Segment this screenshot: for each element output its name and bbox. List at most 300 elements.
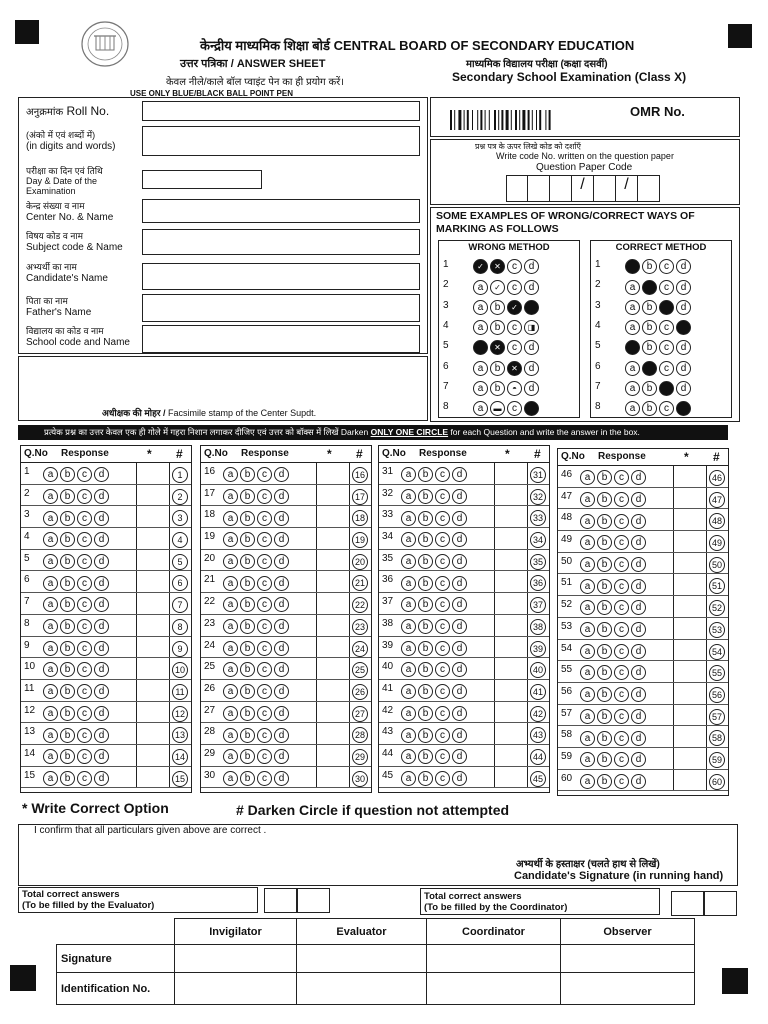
option-bubble[interactable]: d [274,771,289,786]
option-bubble[interactable]: c [614,709,629,724]
option-bubble[interactable]: a [625,401,640,416]
option-bubble[interactable]: d [274,532,289,547]
option-bubble[interactable]: c [435,641,450,656]
option-bubble[interactable]: a [43,532,58,547]
answer-box[interactable] [673,509,707,530]
option-bubble[interactable]: a [473,361,488,376]
option-bubble[interactable]: a [43,576,58,591]
answer-box[interactable] [316,723,350,744]
answer-box[interactable] [673,531,707,552]
option-bubble[interactable]: a [223,684,238,699]
option-bubble[interactable]: d [631,535,646,550]
option-bubble[interactable]: d [452,641,467,656]
option-bubble[interactable]: c [507,320,522,335]
answer-box[interactable] [494,593,528,614]
option-bubble[interactable]: a [401,511,416,526]
not-attempted-bubble[interactable]: 37 [530,597,546,613]
not-attempted-bubble[interactable]: 50 [709,557,725,573]
option-bubble[interactable]: c [614,557,629,572]
option-bubble[interactable]: d [631,709,646,724]
option-bubble[interactable]: c [77,771,92,786]
answer-box[interactable] [316,658,350,679]
option-bubble[interactable]: a [473,320,488,335]
option-bubble[interactable]: c [77,576,92,591]
option-bubble[interactable]: a [43,641,58,656]
answer-box[interactable] [136,637,170,658]
father-name-input[interactable] [142,294,420,322]
option-bubble[interactable]: b [418,662,433,677]
answer-box[interactable] [494,745,528,766]
option-bubble[interactable]: a [580,514,595,529]
not-attempted-bubble[interactable]: 23 [352,619,368,635]
not-attempted-bubble[interactable]: 25 [352,662,368,678]
not-attempted-bubble[interactable]: 36 [530,575,546,591]
option-bubble[interactable]: d [631,492,646,507]
answer-box[interactable] [673,618,707,639]
not-attempted-bubble[interactable]: 45 [530,771,546,787]
signoff-cell[interactable] [561,945,695,973]
signoff-cell[interactable] [427,973,561,1005]
option-bubble[interactable]: c [257,641,272,656]
not-attempted-bubble[interactable]: 46 [709,470,725,486]
option-bubble[interactable]: b [60,684,75,699]
option-bubble[interactable]: d [631,731,646,746]
option-bubble[interactable]: b [642,401,657,416]
option-bubble[interactable]: d [94,489,109,504]
option-bubble[interactable]: a [401,662,416,677]
option-bubble[interactable]: d [274,641,289,656]
answer-box[interactable] [136,506,170,527]
option-bubble[interactable]: c [77,706,92,721]
option-bubble[interactable]: a [625,320,640,335]
option-bubble[interactable]: a [223,749,238,764]
paper-code-cell[interactable] [550,175,572,202]
option-bubble[interactable]: a [580,665,595,680]
option-bubble[interactable]: b [240,771,255,786]
option-bubble[interactable]: b [597,731,612,746]
option-bubble[interactable]: b [240,489,255,504]
school-input[interactable] [142,325,420,353]
not-attempted-bubble[interactable]: 10 [172,662,188,678]
paper-code-cell[interactable] [528,175,550,202]
option-bubble[interactable]: a [43,511,58,526]
option-bubble[interactable] [676,320,691,335]
option-bubble[interactable]: d [274,706,289,721]
option-bubble[interactable]: b [240,467,255,482]
option-bubble[interactable]: a [580,774,595,789]
option-bubble[interactable]: b [240,706,255,721]
option-bubble[interactable]: d [676,361,691,376]
option-bubble[interactable] [524,401,539,416]
option-bubble[interactable]: a [43,771,58,786]
option-bubble[interactable]: d [452,554,467,569]
paper-code-cell[interactable] [572,175,594,202]
option-bubble[interactable]: a [43,597,58,612]
option-bubble[interactable]: d [452,597,467,612]
option-bubble[interactable]: c [77,728,92,743]
option-bubble[interactable]: b [240,511,255,526]
option-bubble[interactable]: b [490,381,505,396]
option-bubble[interactable]: a [223,771,238,786]
not-attempted-bubble[interactable]: 28 [352,727,368,743]
subject-input[interactable] [142,229,420,255]
answer-box[interactable] [136,702,170,723]
not-attempted-bubble[interactable]: 57 [709,709,725,725]
option-bubble[interactable]: c [435,576,450,591]
not-attempted-bubble[interactable]: 1 [172,467,188,483]
not-attempted-bubble[interactable]: 52 [709,600,725,616]
option-bubble[interactable]: b [490,320,505,335]
not-attempted-bubble[interactable]: 17 [352,489,368,505]
option-bubble[interactable]: c [507,340,522,355]
option-bubble[interactable]: c [77,554,92,569]
option-bubble[interactable]: b [418,467,433,482]
option-bubble[interactable]: b [60,532,75,547]
not-attempted-bubble[interactable]: 20 [352,554,368,570]
option-bubble[interactable]: a [473,401,488,416]
option-bubble[interactable]: a [223,511,238,526]
not-attempted-bubble[interactable]: 43 [530,727,546,743]
option-bubble[interactable]: a [580,470,595,485]
option-bubble[interactable]: c [77,749,92,764]
option-bubble[interactable]: b [60,576,75,591]
option-bubble[interactable]: d [94,576,109,591]
option-bubble[interactable]: d [94,554,109,569]
option-bubble[interactable]: b [597,470,612,485]
option-bubble[interactable]: c [257,554,272,569]
answer-box[interactable] [136,463,170,484]
option-bubble[interactable]: d [94,641,109,656]
not-attempted-bubble[interactable]: 49 [709,535,725,551]
option-bubble[interactable]: c [435,662,450,677]
option-bubble[interactable]: c [77,597,92,612]
answer-box[interactable] [673,748,707,769]
not-attempted-bubble[interactable]: 21 [352,575,368,591]
not-attempted-bubble[interactable]: 31 [530,467,546,483]
option-bubble[interactable]: d [452,728,467,743]
option-bubble[interactable]: a [43,749,58,764]
option-bubble[interactable]: a [401,467,416,482]
answer-box[interactable] [673,726,707,747]
option-bubble[interactable]: d [274,489,289,504]
option-bubble[interactable]: a [401,554,416,569]
not-attempted-bubble[interactable]: 60 [709,774,725,790]
option-bubble[interactable]: b [418,576,433,591]
paper-code-cell[interactable] [594,175,616,202]
option-bubble[interactable]: a [223,706,238,721]
option-bubble[interactable]: d [676,381,691,396]
evaluator-total-cell[interactable] [297,888,330,913]
option-bubble[interactable]: a [580,492,595,507]
exam-date-input[interactable] [142,170,262,189]
option-bubble[interactable]: b [597,557,612,572]
option-bubble[interactable]: c [435,554,450,569]
not-attempted-bubble[interactable]: 42 [530,706,546,722]
option-bubble[interactable]: b [642,300,657,315]
option-bubble[interactable]: a [401,728,416,743]
not-attempted-bubble[interactable]: 39 [530,641,546,657]
not-attempted-bubble[interactable]: 41 [530,684,546,700]
option-bubble[interactable]: c [614,731,629,746]
not-attempted-bubble[interactable]: 56 [709,687,725,703]
answer-box[interactable] [316,615,350,636]
option-bubble[interactable]: b [418,597,433,612]
option-bubble[interactable]: a [473,381,488,396]
roll-no-input[interactable] [142,101,420,121]
option-bubble[interactable]: c [659,259,674,274]
answer-box[interactable] [316,680,350,701]
option-bubble[interactable]: c [435,684,450,699]
option-bubble[interactable]: b [418,728,433,743]
option-bubble[interactable]: d [452,467,467,482]
option-bubble[interactable]: d [676,259,691,274]
answer-box[interactable] [673,574,707,595]
option-bubble[interactable]: a [625,300,640,315]
option-bubble[interactable]: b [60,728,75,743]
answer-box[interactable] [316,637,350,658]
option-bubble[interactable]: d [452,771,467,786]
option-bubble[interactable]: d [94,662,109,677]
answer-box[interactable] [494,463,528,484]
option-bubble[interactable]: b [597,514,612,529]
option-bubble[interactable]: a [43,467,58,482]
not-attempted-bubble[interactable]: 48 [709,513,725,529]
option-bubble[interactable]: c [614,752,629,767]
signoff-cell[interactable] [297,973,427,1005]
option-bubble[interactable] [642,280,657,295]
option-bubble[interactable]: d [94,619,109,634]
option-bubble[interactable]: d [524,361,539,376]
option-bubble[interactable]: ✓ [473,259,488,274]
answer-box[interactable] [494,571,528,592]
option-bubble[interactable]: a [580,709,595,724]
option-bubble[interactable]: d [524,381,539,396]
option-bubble[interactable]: d [631,644,646,659]
answer-box[interactable] [673,770,707,791]
not-attempted-bubble[interactable]: 53 [709,622,725,638]
answer-box[interactable] [316,463,350,484]
option-bubble[interactable]: b [597,600,612,615]
option-bubble[interactable]: d [94,749,109,764]
option-bubble[interactable]: b [418,641,433,656]
option-bubble[interactable]: c [77,467,92,482]
option-bubble[interactable]: c [659,401,674,416]
answer-box[interactable] [494,615,528,636]
option-bubble[interactable]: a [223,619,238,634]
option-bubble[interactable]: c [257,662,272,677]
not-attempted-bubble[interactable]: 32 [530,489,546,505]
option-bubble[interactable]: c [257,749,272,764]
option-bubble[interactable]: b [418,619,433,634]
answer-box[interactable] [136,745,170,766]
option-bubble[interactable]: c [257,619,272,634]
option-bubble[interactable]: a [43,684,58,699]
option-bubble[interactable]: b [60,641,75,656]
answer-box[interactable] [136,723,170,744]
option-bubble[interactable] [659,381,674,396]
answer-box[interactable] [673,640,707,661]
answer-box[interactable] [673,466,707,487]
not-attempted-bubble[interactable]: 12 [172,706,188,722]
not-attempted-bubble[interactable]: 59 [709,752,725,768]
option-bubble[interactable]: b [60,749,75,764]
option-bubble[interactable]: b [597,579,612,594]
not-attempted-bubble[interactable]: 40 [530,662,546,678]
option-bubble[interactable]: c [507,280,522,295]
answer-box[interactable] [494,485,528,506]
answer-box[interactable] [316,593,350,614]
answer-box[interactable] [316,767,350,788]
option-bubble[interactable] [642,361,657,376]
option-bubble[interactable]: d [274,576,289,591]
option-bubble[interactable]: a [580,731,595,746]
option-bubble[interactable]: a [580,752,595,767]
option-bubble[interactable]: ✕ [507,361,522,376]
answer-box[interactable] [136,658,170,679]
option-bubble[interactable]: a [580,535,595,550]
not-attempted-bubble[interactable]: 54 [709,644,725,660]
option-bubble[interactable]: c [507,259,522,274]
option-bubble[interactable]: c [659,340,674,355]
option-bubble[interactable]: a [401,771,416,786]
answer-box[interactable] [136,615,170,636]
option-bubble[interactable]: a [625,280,640,295]
option-bubble[interactable]: d [274,684,289,699]
option-bubble[interactable]: a [401,576,416,591]
answer-box[interactable] [136,593,170,614]
option-bubble[interactable]: d [452,662,467,677]
not-attempted-bubble[interactable]: 19 [352,532,368,548]
not-attempted-bubble[interactable]: 55 [709,665,725,681]
option-bubble[interactable]: b [240,619,255,634]
option-bubble[interactable]: d [631,622,646,637]
answer-box[interactable] [494,550,528,571]
not-attempted-bubble[interactable]: 14 [172,749,188,765]
not-attempted-bubble[interactable]: 9 [172,641,188,657]
option-bubble[interactable]: a [473,300,488,315]
option-bubble[interactable]: d [631,557,646,572]
option-bubble[interactable]: c [614,579,629,594]
option-bubble[interactable]: a [223,641,238,656]
option-bubble[interactable]: b [418,554,433,569]
not-attempted-bubble[interactable]: 18 [352,510,368,526]
not-attempted-bubble[interactable]: 22 [352,597,368,613]
option-bubble[interactable]: a [401,641,416,656]
option-bubble[interactable]: a [580,579,595,594]
option-bubble[interactable]: b [60,771,75,786]
option-bubble[interactable]: b [597,665,612,680]
not-attempted-bubble[interactable]: 7 [172,597,188,613]
option-bubble[interactable]: a [401,489,416,504]
signoff-cell[interactable] [297,945,427,973]
option-bubble[interactable]: b [60,706,75,721]
option-bubble[interactable]: a [625,361,640,376]
option-bubble[interactable]: b [490,300,505,315]
option-bubble[interactable]: c [614,622,629,637]
not-attempted-bubble[interactable]: 33 [530,510,546,526]
answer-box[interactable] [494,702,528,723]
option-bubble[interactable]: d [676,340,691,355]
option-bubble[interactable]: d [631,774,646,789]
option-bubble[interactable]: b [642,259,657,274]
option-bubble[interactable]: a [43,728,58,743]
not-attempted-bubble[interactable]: 4 [172,532,188,548]
option-bubble[interactable]: b [418,771,433,786]
candidate-name-input[interactable] [142,263,420,290]
paper-code-cell[interactable] [616,175,638,202]
not-attempted-bubble[interactable]: 35 [530,554,546,570]
option-bubble[interactable]: a [223,662,238,677]
option-bubble[interactable]: c [659,320,674,335]
option-bubble[interactable]: b [240,532,255,547]
option-bubble[interactable]: d [676,280,691,295]
not-attempted-bubble[interactable]: 15 [172,771,188,787]
option-bubble[interactable]: d [452,749,467,764]
answer-box[interactable] [136,767,170,788]
option-bubble[interactable]: b [597,774,612,789]
not-attempted-bubble[interactable]: 6 [172,575,188,591]
answer-box[interactable] [494,637,528,658]
coordinator-total-cell[interactable] [671,891,704,916]
option-bubble[interactable]: b [60,662,75,677]
option-bubble[interactable]: d [274,511,289,526]
option-bubble[interactable]: b [240,662,255,677]
option-bubble[interactable]: d [452,576,467,591]
option-bubble[interactable]: b [597,709,612,724]
roll-no-words-input[interactable] [142,126,420,156]
option-bubble[interactable]: b [418,706,433,721]
answer-box[interactable] [136,680,170,701]
answer-box[interactable] [494,528,528,549]
option-bubble[interactable]: d [94,706,109,721]
option-bubble[interactable]: c [614,644,629,659]
option-bubble[interactable]: c [77,641,92,656]
option-bubble[interactable]: c [614,470,629,485]
option-bubble[interactable]: c [614,514,629,529]
option-bubble[interactable]: b [240,749,255,764]
not-attempted-bubble[interactable]: 38 [530,619,546,635]
option-bubble[interactable]: b [597,535,612,550]
answer-box[interactable] [136,485,170,506]
option-bubble[interactable]: d [274,467,289,482]
not-attempted-bubble[interactable]: 24 [352,641,368,657]
option-bubble[interactable]: b [60,489,75,504]
option-bubble[interactable]: c [257,511,272,526]
option-bubble[interactable]: a [43,706,58,721]
option-bubble[interactable]: d [94,532,109,547]
not-attempted-bubble[interactable]: 8 [172,619,188,635]
option-bubble[interactable]: b [240,728,255,743]
option-bubble[interactable]: a [625,381,640,396]
answer-box[interactable] [494,680,528,701]
option-bubble[interactable]: c [659,361,674,376]
option-bubble[interactable]: d [274,619,289,634]
answer-box[interactable] [673,553,707,574]
option-bubble[interactable]: a [580,687,595,702]
option-bubble[interactable]: a [580,600,595,615]
option-bubble[interactable]: c [614,492,629,507]
option-bubble[interactable]: a [401,706,416,721]
option-bubble[interactable] [625,259,640,274]
option-bubble[interactable]: a [43,554,58,569]
option-bubble[interactable]: a [223,728,238,743]
option-bubble[interactable]: a [580,644,595,659]
option-bubble[interactable]: d [631,752,646,767]
not-attempted-bubble[interactable]: 3 [172,510,188,526]
option-bubble[interactable]: d [94,597,109,612]
option-bubble[interactable]: c [614,665,629,680]
option-bubble[interactable]: b [642,320,657,335]
